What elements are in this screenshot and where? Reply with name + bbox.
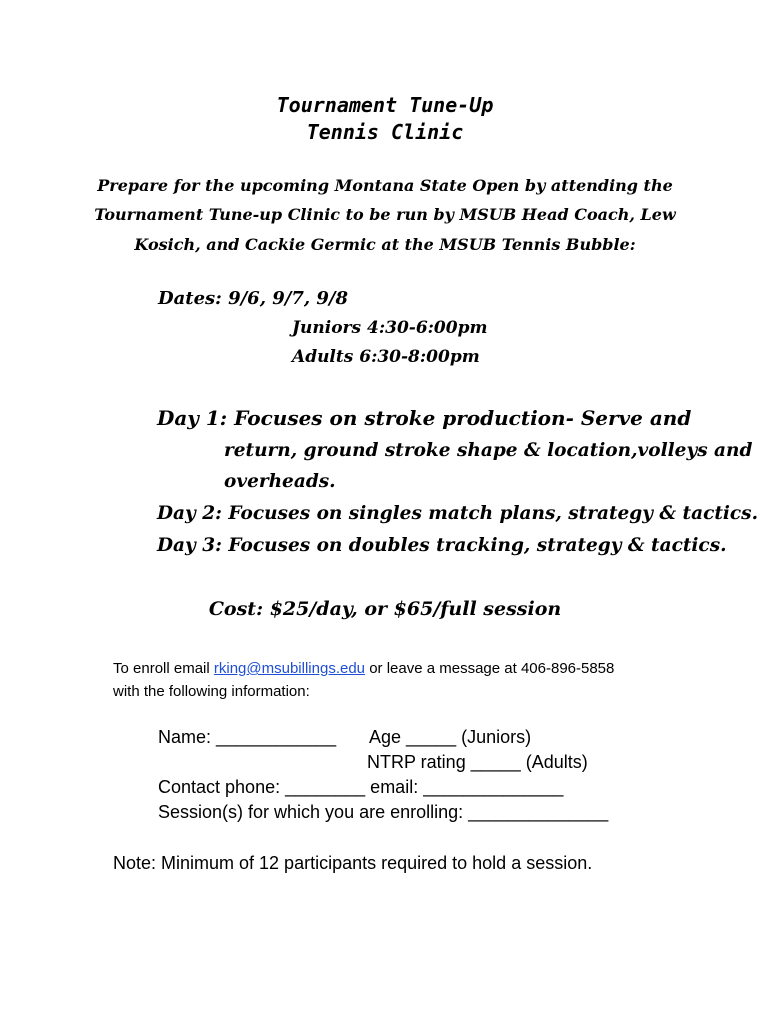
intro-line-2: Tournament Tune-up Clinic to be run by MSUB Head Coach, Lew <box>94 205 676 224</box>
form-age-field: Age _____ (Juniors) <box>369 727 532 747</box>
day2-line: Day 2: Focuses on singles match plans, strategy & tactics. <box>157 503 759 524</box>
intro-line-1: Prepare for the upcoming Montana State Open by attending the <box>97 176 673 195</box>
form-ntrp-field: NTRP rating _____ (Adults) <box>367 752 588 772</box>
title-line-2: Tennis Clinic <box>306 120 464 144</box>
day1-line-1: Day 1: Focuses on stroke production- Serve and <box>157 406 692 430</box>
enroll-line-2: with the following information: <box>113 683 310 700</box>
title-line-1: Tournament Tune-Up <box>276 93 494 117</box>
form-contact-field: Contact phone: ________ email: ______________ <box>158 777 564 797</box>
note-line: Note: Minimum of 12 participants required to hold a session. <box>113 853 593 873</box>
enroll-prefix: To enroll email <box>113 660 214 677</box>
email-link[interactable]: rking@msubillings.edu <box>213 660 366 677</box>
cost-line: Cost: $25/day, or $65/full session <box>208 598 562 620</box>
enroll-suffix: or leave a message at 406-896-5858 <box>365 660 615 677</box>
dates-line: Dates: 9/6, 9/7, 9/8 <box>158 288 349 309</box>
adults-time: Adults 6:30-8:00pm <box>292 347 480 367</box>
form-session-field: Session(s) for which you are enrolling: ______________ <box>158 802 609 822</box>
day1-line-3: overheads. <box>224 471 336 492</box>
enroll-line-1 <box>113 660 614 677</box>
form-name-field: Name: ____________ <box>158 727 337 747</box>
intro-line-3: Kosich, and Cackie Germic at the MSUB Tennis Bubble: <box>134 235 636 254</box>
day3-line: Day 3: Focuses on doubles tracking, strategy & tactics. <box>157 535 727 556</box>
juniors-time: Juniors 4:30-6:00pm <box>292 318 488 338</box>
day1-line-2: return, ground stroke shape & location,volleys and <box>224 440 753 461</box>
